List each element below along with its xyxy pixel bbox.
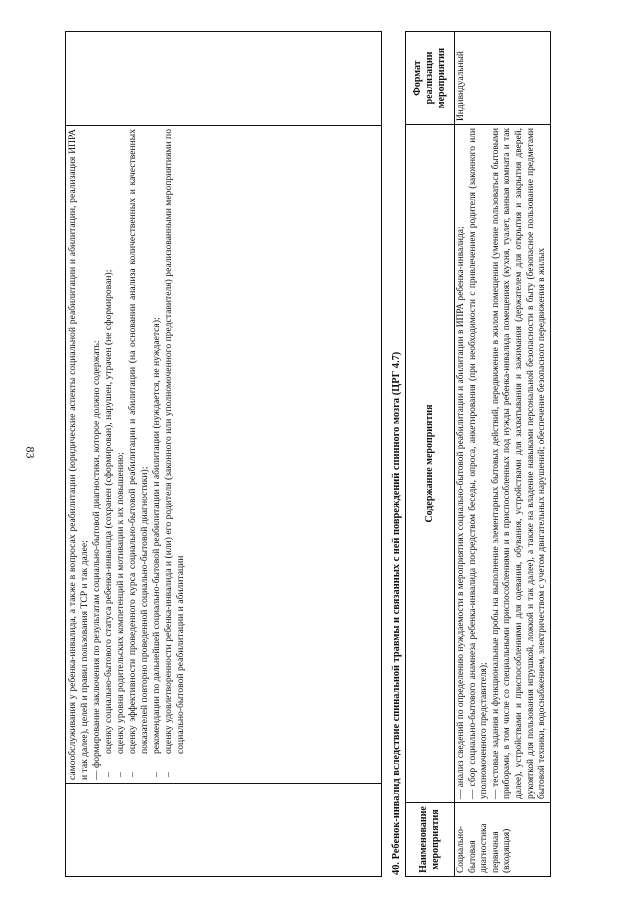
measures-table	[405, 31, 551, 877]
header-name: Наименование мероприятия	[406, 803, 455, 877]
assessment-item-text: оценку эффективности проведенного курса социально-бытовой реабилитации и абилитации (на основании анализа количественных и качественных показателей повторно проведенной социально-бытовой диагностики);	[127, 129, 150, 754]
content-line: — тестовые задания и функциональные пробы на выполнение элементарных бытовых действий, передвижение в жилом помещении (умение пользоваться бытовыми приборами, в том числе со специальными приспособлениями и в приспособленных под нужды ребенка-инвалида помещениях (кухня, туалет, ванная комната и так далее), устройствами и приспособлениями для одевания, обувания, устройствами для захватывания и зажимания (держателем для открытия и закрытия дверей, рукояткой для пользования игрушкой, ложкой и так далее), а также на владение навыками персональной безопасности в быту (безопасное пользование предметами бытовой техники, водоснабжением, электричеством с учетом двигательных нарушений; обеспечение безопасного передвижения в жилых	[490, 128, 548, 799]
continuation-paragraph: самообслуживания у ребенка-инвалида, а также в вопросах реабилитации (юридические аспекты социальной реабилитации и абилитации, реализация ИПРА и так далее), целей и правил пользования ТСР и так далее;	[67, 129, 90, 780]
measure-name: Социально-бытовая диагностика первичная (входящая)	[455, 803, 551, 877]
header-format: Формат реализации мероприятия	[406, 32, 455, 125]
empty-cell-right	[66, 32, 382, 126]
assessment-item-text: оценку удовлетворенности ребенка-инвалида и (или) его родителя (законного или уполномоченного представителя) реализованными мероприятиями по социально-бытовой реабилитации и абилитации	[163, 129, 186, 754]
continuation-table	[65, 31, 382, 877]
table-row	[455, 32, 551, 877]
content-line: — анализ сведений по определению нуждаемости в мероприятиях социально-бытовой реабилитации и абилитации в ИПРА ребенка-инвалида;	[456, 226, 466, 799]
assessment-item-text: оценку социально-бытового статуса ребенка-инвалида (сохранен (сформирован), нарушен, утрачен (не сформирован);	[103, 269, 114, 754]
assessment-item	[103, 129, 115, 780]
assessment-item	[163, 129, 187, 780]
assessment-item	[127, 129, 151, 780]
continuation-paragraph: — формирование заключения по результатам социально-бытовой диагностики, которое должно содержать:	[91, 340, 102, 780]
assessment-item-text: рекомендации по дальнейшей социально-бытовой реабилитации и абилитации (нуждается, не нуждается);	[151, 317, 162, 754]
measure-content	[455, 125, 551, 803]
continuation-cell	[66, 126, 382, 784]
measure-format: Индивидуальный	[455, 32, 551, 125]
dash-marker: –	[115, 772, 126, 777]
assessment-item-text: оценку уровня родительских компетенций и мотивации к их повышению;	[115, 452, 126, 754]
dash-marker: –	[163, 772, 174, 777]
empty-cell-left	[66, 784, 382, 877]
header-content: Содержание мероприятия	[406, 125, 455, 803]
assessment-item	[151, 129, 163, 780]
assessment-item	[115, 129, 127, 780]
dash-marker: –	[103, 772, 114, 777]
dash-marker: –	[127, 772, 138, 777]
rotated-page	[65, 32, 610, 877]
table-header-row	[406, 32, 455, 877]
content-line: — сбор социально-бытового анамнеза ребенка-инвалида посредством беседы, опроса, анкетирования (при необходимости с привлечением родителя (законного или уполномоченного представителя);	[467, 128, 490, 799]
section-heading: 40. Ребенок-инвалид вследствие спинальной травмы и связанных с ней повреждений спинного мозга (ЦРГ 4.7)	[391, 351, 402, 875]
page-number: 83	[23, 446, 38, 459]
dash-marker: –	[151, 772, 162, 777]
